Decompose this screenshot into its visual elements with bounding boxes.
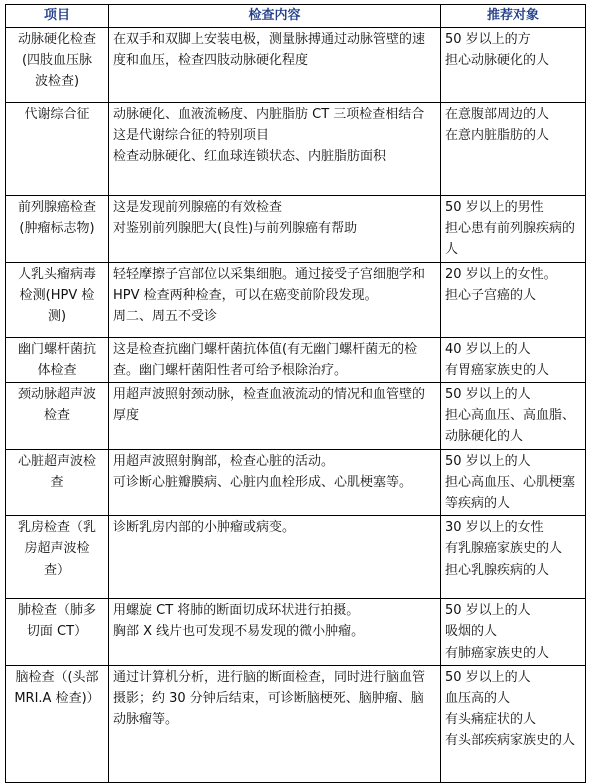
exam-target-line: 50 岁以上的男性 [445,200,544,215]
table-row [6,28,586,103]
exam-item-name: 肺检查（肺多 切面 CT） [17,603,96,640]
exam-content-cell [109,449,441,516]
table-row [6,665,586,782]
exam-content-line: 对鉴别前列腺肥大(良性)与前列腺癌有帮助 [113,221,358,237]
exam-target-cell [441,196,586,263]
table-row [6,262,586,337]
exam-target-line: 担心动脉硬化的人 [445,53,550,69]
exam-target-cell [441,516,586,599]
exam-target-line: 在意腹部周边的人 [445,107,550,122]
exam-content-line: 轻轻摩擦子宫部位以采集细胞。通过接受子宫细胞学和 HPV 检查两种检查，可以在癌变前阶段发现。 [113,266,426,303]
header-item: 项目 [6,5,109,28]
exam-item-cell [6,196,109,263]
table-row [6,383,586,450]
exam-target-cell [441,383,586,450]
exam-content-line: 诊断乳房内部的小肿瘤或病变。 [113,520,296,536]
exam-content-cell [109,103,441,196]
exam-target-line: 有头部疾病家族史的人 [445,733,576,749]
exam-target-line: 20 岁以上的女性。 [445,266,557,282]
table-row [6,516,586,599]
exam-target-line: 担心乳腺疾病的人 [445,562,550,578]
table-body [6,28,586,783]
exam-item-cell [6,383,109,450]
table-row [6,103,586,196]
exam-content-line: 用超声波照射胸部，检查心脏的活动。 [113,453,335,469]
exam-item-cell [6,665,109,782]
exam-item-cell [6,337,109,382]
exam-content-line: 检查动脉硬化、红血球连锁状态、内脏脂肪面积 [113,149,387,165]
exam-target-line: 40 岁以上的人 [445,341,531,357]
exam-content-cell [109,196,441,263]
exam-item-name: 幽门螺杆菌抗 体检查 [17,341,96,378]
exam-item-name: 颈动脉超声波 检查 [17,387,96,424]
exam-item-name: 前列腺癌检查 (肿瘤标志物) [17,200,96,237]
exam-target-line: 50 岁以上的人 [445,669,531,685]
exam-item-cell [6,262,109,337]
exam-content-cell [109,665,441,782]
header-row [6,5,586,28]
exam-item-name: 人乳头瘤病毒 检测(HPV 检 测) [17,266,96,325]
exam-content-line: 这是发现前列腺癌的有效检查 [113,200,283,215]
table-row [6,599,586,666]
exam-target-line: 在意内脏脂肪的人 [445,128,550,144]
exam-target-cell [441,103,586,196]
exam-content-line: 用超声波照射颈动脉，检查血液流动的情况和血管壁的厚度 [113,387,426,424]
header-content: 检查内容 [109,5,441,28]
exam-content-cell [109,337,441,382]
exam-table-container [5,4,586,783]
exam-content-line: 通过计算机分析，进行脑的断面检查，同时进行脑血管摄影；约 30 分钟后结束，可诊断脑梗死、脑肿瘤、脑动脉瘤等。 [113,669,426,728]
exam-target-line: 担心高血压、心肌梗塞等疾病的人 [445,474,576,512]
exam-target-line: 有乳腺癌家族史的人 [445,541,563,557]
exam-target-cell [441,599,586,666]
exam-target-line: 50 岁以上的人 [445,603,531,619]
exam-content-line: 胸部 X 线片也可发现不易发现的微小肿瘤。 [113,624,365,640]
exam-target-line: 担心患有前列腺疾病的人 [445,221,576,258]
exam-target-line: 50 岁以上的人 [445,453,531,469]
table-row [6,337,586,382]
exam-target-line: 担心子宫癌的人 [445,287,537,303]
exam-item-name: 动脉硬化检查 (四肢血压脉 波检查) [17,32,96,90]
exam-item-cell [6,449,109,516]
exam-content-line: 这是代谢综合征的特别项目 [113,128,270,144]
table-row [6,196,586,263]
exam-content-cell [109,28,441,103]
exam-item-name: 脑检查（(头部 MRI.A 检查)） [14,669,100,707]
exam-item-name: 心脏超声波检 查 [17,453,96,490]
exam-target-line: 50 岁以上的人 [445,387,531,403]
exam-content-cell [109,262,441,337]
header-target: 推荐对象 [441,5,586,28]
exam-target-cell [441,665,586,782]
exam-item-cell [6,103,109,196]
exam-content-cell [109,383,441,450]
exam-target-line: 血压高的人 [445,691,511,707]
exam-item-cell [6,599,109,666]
exam-target-cell [441,28,586,103]
exam-target-cell [441,262,586,337]
exam-target-cell [441,449,586,516]
exam-content-line: 动脉硬化、血液流畅度、内脏脂肪 CT 三项检查相结合 [113,107,425,122]
health-exam-table [5,4,586,783]
table-row [6,449,586,516]
exam-content-line: 周二、周五不受诊 [113,309,218,325]
exam-target-line: 30 岁以上的女性 [445,520,544,536]
exam-target-line: 有胃癌家族史的人 [445,362,550,378]
exam-content-line: 可诊断心脏瓣膜病、心脏内血栓形成、心肌梗塞等。 [113,474,413,490]
exam-content-line: 在双手和双脚上安装电极，测量脉搏通过动脉管壁的速度和血压，检查四肢动脉硬化程度 [113,32,426,69]
exam-target-line: 担心高血压、高血脂、动脉硬化的人 [445,408,576,445]
exam-target-line: 50 岁以上的方 [445,32,531,47]
exam-content-line: 用螺旋 CT 将肺的断面切成环状进行拍摄。 [113,603,360,619]
exam-item-cell [6,516,109,599]
exam-target-cell [441,337,586,382]
exam-item-name: 乳房检查（乳 房超声波检 查） [17,520,96,578]
exam-content-cell [109,599,441,666]
exam-target-line: 吸烟的人 [445,624,498,640]
exam-target-line: 有头痛症状的人 [445,712,537,728]
exam-target-line: 有肺癌家族史的人 [445,645,550,661]
exam-item-cell [6,28,109,103]
exam-item-name: 代谢综合征 [24,107,90,122]
exam-content-line: 这是检查抗幽门螺杆菌抗体值(有无幽门螺杆菌无的检查。幽门螺杆菌阳性者可给予根除治疗。 [113,341,418,378]
exam-content-cell [109,516,441,599]
